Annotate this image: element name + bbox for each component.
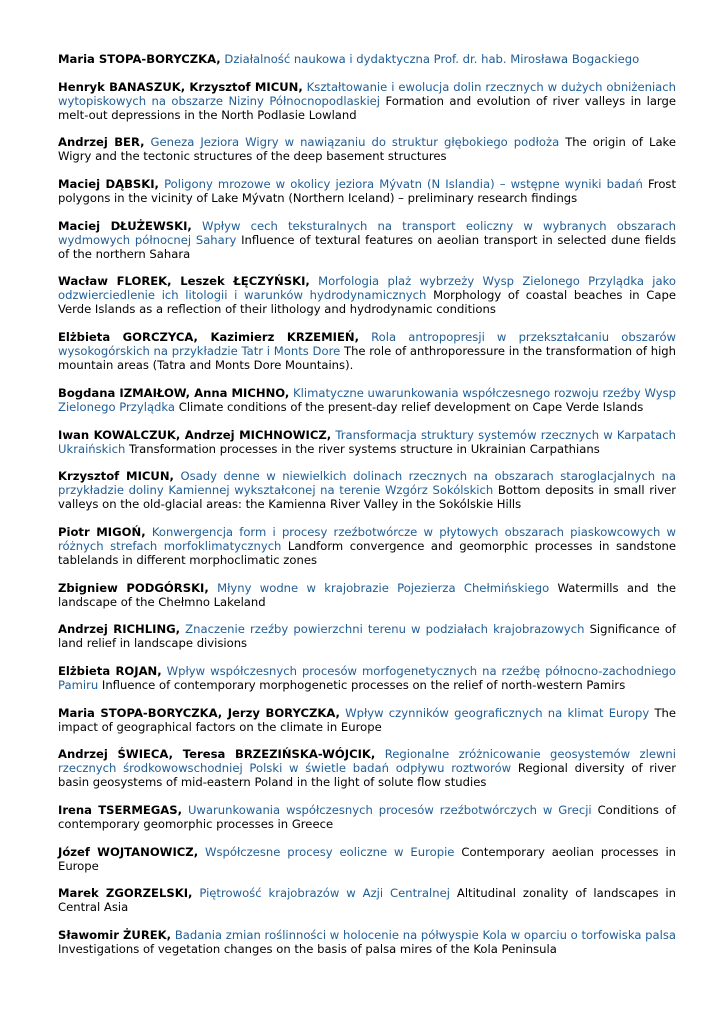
entry bbox=[58, 928, 676, 956]
entry-title-polish: Kształtowanie i ewolucja dolin rzecznych w dużych obniżeniach wytopiskowych na obszarze Niziny Północnopodlaskiej bbox=[58, 79, 677, 108]
entry-authors: Irena TSERMEGAS, bbox=[58, 803, 183, 817]
entry-authors: Józef WOJTANOWICZ, bbox=[58, 844, 199, 859]
entry bbox=[58, 80, 676, 122]
entry-title-english: Landform convergence and geomorphic processes in sandstone tablelands in different morphoclimatic zones bbox=[58, 538, 676, 567]
entry-title-polish: Geneza Jeziora Wigry w nawiązaniu do struktur głębokiego podłoża bbox=[150, 135, 560, 150]
entry-title-english: Transformation processes in the river systems structure in Ukrainian Carpathians bbox=[129, 441, 600, 456]
entry-title-polish: Klimatyczne uwarunkowania współczesnego rozwoju rzeźby Wysp Zielonego Przylądka bbox=[58, 385, 676, 414]
entry-title-polish: Morfologia plaż wybrzeży Wysp Zielonego Przylądka jako odzwierciedlenie ich litologii i warunków hydrodynamicznych bbox=[58, 274, 677, 303]
entry-title-english: Influence of contemporary morphogenetic processes on the relief of north-western Pamirs bbox=[101, 677, 626, 692]
entry-title-english: Watermills and the landscape of the Chełmno Lakeland bbox=[58, 580, 676, 609]
entry-title-english: Conditions of contemporary geomorphic processes in Greece bbox=[58, 803, 676, 831]
entry-authors: Piotr MIGOŃ, bbox=[58, 524, 146, 539]
entry-authors: Wacław FLOREK, Leszek ŁĘCZYŃSKI, bbox=[58, 274, 310, 289]
entry-title-english: Frost polygons in the vicinity of Lake Mývatn (Northern Iceland) – preliminary research findings bbox=[58, 177, 677, 206]
entry bbox=[58, 469, 676, 511]
entry-title-english: Significance of land relief in landscape divisions bbox=[58, 622, 676, 651]
entry-title-english: The role of anthroporessure in the transformation of high mountain areas (Tatra and Monts Dore Mountains). bbox=[58, 344, 676, 373]
entry-authors: Elżbieta ROJAN, bbox=[58, 663, 162, 678]
entry-title-polish: Wpływ cech teksturalnych na transport eoliczny w wybranych obszarach wydmowych północnej Sahary bbox=[58, 218, 676, 247]
entry-authors: Marek ZGORZELSKI, bbox=[58, 886, 193, 901]
entry-authors: Iwan KOWALCZUK, Andrzej MICHNOWICZ, bbox=[58, 427, 332, 442]
entry bbox=[58, 177, 676, 205]
entry-title-polish: Piętrowość krajobrazów w Azji Centralnej bbox=[199, 886, 450, 901]
entry-authors: Henryk BANASZUK, Krzysztof MICUN, bbox=[58, 79, 303, 94]
entry bbox=[58, 274, 676, 316]
entry-authors: Sławomir ŻUREK, bbox=[58, 928, 172, 943]
entry-title-polish: Poligony mrozowe w okolicy jeziora Mývatn (N Islandia) – wstępne wyniki badań bbox=[164, 177, 643, 192]
entry-title-polish: Osady denne w niewielkich dolinach rzecznych na obszarach staroglacjalnych na przykładzie doliny Kamiennej wykształconej na terenie Wzgórz Sokólskich bbox=[58, 469, 677, 498]
entry bbox=[58, 525, 676, 567]
entry-title-polish: Konwergencja form i procesy rzeźbotwórcze w płytowych obszarach piaskowcowych w różnych strefach morfoklimatycznych bbox=[58, 524, 677, 553]
entry-authors: Andrzej RICHLING, bbox=[58, 622, 181, 637]
entry bbox=[58, 845, 676, 873]
entry bbox=[58, 747, 676, 789]
entry bbox=[58, 428, 676, 456]
entry bbox=[58, 219, 676, 261]
entry-title-english: Morphology of coastal beaches in Cape Verde Islands as a reflection of their lithology and hydrodynamic conditions bbox=[58, 288, 676, 317]
entry-authors: Maria STOPA-BORYCZKA, bbox=[58, 52, 221, 66]
entry-title-english: Regional diversity of river basin geosystems of mid-eastern Poland in the light of solute flow studies bbox=[58, 761, 676, 790]
entry-authors: Andrzej BER, bbox=[58, 135, 145, 150]
entry-title-english: Contemporary aeolian processes in Europe bbox=[58, 844, 677, 873]
entry-title-english: Bottom deposits in small river valleys on the old-glacial areas: the Kamienna River Valley in the Sokólskie Hills bbox=[58, 483, 677, 512]
entry-title-english: Investigations of vegetation changes on the basis of palsa mires of the Kola Peninsula bbox=[58, 942, 557, 957]
entry-title-polish: Współczesne procesy eoliczne w Europie bbox=[205, 844, 455, 859]
entry-title-english: The impact of geographical factors on the climate in Europe bbox=[58, 705, 677, 734]
entry-title-polish: Transformacja struktury systemów rzecznych w Karpatach Ukraińskich bbox=[58, 427, 677, 456]
entry bbox=[58, 330, 676, 372]
entry bbox=[58, 664, 676, 692]
entry-title-english: Influence of textural features on aeolian transport in selected dune fields of the northern Sahara bbox=[58, 232, 676, 261]
entry-authors: Elżbieta GORCZYCA, Kazimierz KRZEMIEŃ, bbox=[58, 330, 359, 345]
entry-title-polish: Młyny wodne w krajobrazie Pojezierza Chełmińskiego bbox=[217, 580, 550, 595]
entry-title-polish: Rola antropopresji w przekształcaniu obszarów wysokogórskich na przykładzie Tatr i Monts Dore bbox=[58, 330, 677, 359]
entry-authors: Andrzej ŚWIECA, Teresa BRZEZIŃSKA-WÓJCIK, bbox=[58, 747, 376, 762]
entry-title-polish: Wpływ współczesnych procesów morfogenetycznych na rzeźbę północno-zachodniego Pamiru bbox=[58, 663, 677, 692]
entry-authors: Zbigniew PODGÓRSKI, bbox=[58, 580, 209, 595]
entry bbox=[58, 581, 676, 609]
entry-authors: Maciej DĄBSKI, bbox=[58, 177, 159, 192]
entry-title-polish: Wpływ czynników geograficznych na klimat Europy bbox=[345, 705, 650, 720]
entry-title-english: Formation and evolution of river valleys in large melt-out depressions in the North Podlasie Lowland bbox=[58, 93, 676, 122]
entry-title-english: Climate conditions of the present-day relief development on Cape Verde Islands bbox=[178, 399, 644, 414]
entry-title-polish: Znaczenie rzeźby powierzchni terenu w podziałach krajobrazowych bbox=[185, 622, 585, 637]
entry-title-polish: Badania zmian roślinności w holocenie na półwyspie Kola w oparciu o torfowiska palsa bbox=[174, 928, 676, 943]
entry-title-english: Altitudinal zonality of landscapes in Central Asia bbox=[58, 886, 676, 915]
bibliography-list bbox=[58, 52, 676, 970]
entry-title-polish: Uwarunkowania współczesnych procesów rzeźbotwórczych w Grecji bbox=[187, 803, 592, 817]
entry bbox=[58, 135, 676, 163]
entry bbox=[58, 386, 676, 414]
entry-authors: Bogdana IZMAIŁOW, Anna MICHNO, bbox=[58, 385, 290, 400]
entry-authors: Maria STOPA-BORYCZKA, Jerzy BORYCZKA, bbox=[58, 705, 340, 720]
entry bbox=[58, 622, 676, 650]
entry bbox=[58, 706, 676, 734]
entry bbox=[58, 886, 676, 914]
entry-title-polish: Działalność naukowa i dydaktyczna Prof. dr. hab. Mirosława Bogackiego bbox=[224, 52, 640, 66]
entry-title-english: The origin of Lake Wigry and the tectonic structures of the deep basement structures bbox=[58, 135, 676, 164]
entry-authors: Maciej DŁUŻEWSKI, bbox=[58, 218, 192, 233]
entry bbox=[58, 803, 676, 831]
entry-title-polish: Regionalne zróżnicowanie geosystemów zlewni rzecznych środkowowschodniej Polski w świetle badań odpływu roztworów bbox=[58, 747, 676, 776]
entry-authors: Krzysztof MICUN, bbox=[58, 469, 174, 484]
entry bbox=[58, 52, 676, 66]
